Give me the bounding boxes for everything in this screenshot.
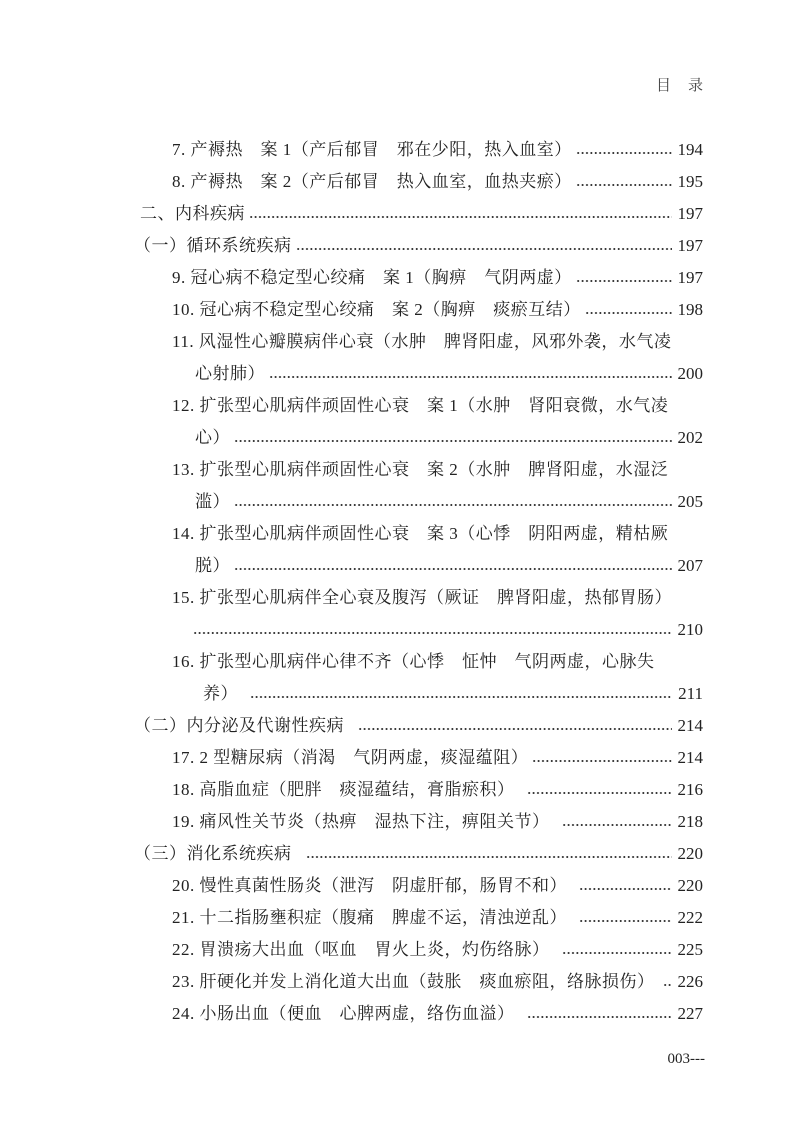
dot-leader [358,724,672,734]
toc-page-number: 227 [677,1004,703,1023]
toc-entry [0,326,800,358]
toc-entry-title: 12. 扩张型心肌病伴顽固性心衰 案 1（水肿 肾阳衰微，水气凌 [172,396,669,415]
toc-page-number: 197 [677,268,703,287]
toc-page-number: 207 [677,556,703,575]
toc-entry-title: 14. 扩张型心肌病伴顽固性心衰 案 3（心悸 阴阳两虚，精枯厥 [172,524,669,543]
dot-leader [585,308,672,318]
dot-leader [269,372,672,382]
toc-page-number: 214 [677,716,703,735]
running-head-title: 目 录 [655,78,704,94]
toc-entry-title: 7. 产褥热 案 1（产后郁冒 邪在少阳，热入血室） [172,140,572,159]
toc-section-heading [0,198,800,230]
dot-leader [576,180,672,190]
toc-category-heading [0,710,800,742]
toc-entry [0,806,800,838]
toc-entry-continuation [0,678,800,710]
dot-leader [234,500,672,510]
toc-entry-continuation [0,486,800,518]
toc-entry-title: 16. 扩张型心肌病伴心律不齐（心悸 怔忡 气阴两虚，心脉失 [172,652,655,671]
toc-entry-title: 15. 扩张型心肌病伴全心衰及腹泻（厥证 脾肾阳虚，热郁胃肠） [172,588,672,607]
toc-entry [0,294,800,326]
toc-entry [0,742,800,774]
toc-entry [0,518,800,550]
toc-page-number: 214 [677,748,703,767]
toc-section-title: 二、内科疾病 [140,204,245,223]
toc-entry-title-continued: 滥） [195,492,230,511]
toc-page-number: 197 [677,236,703,255]
toc-entry-title: 11. 风湿性心瓣膜病伴心衰（水肿 脾肾阳虚，风邪外袭，水气凌 [172,332,672,351]
toc-category-heading [0,838,800,870]
toc-entry [0,998,800,1030]
toc-page-number: 194 [677,140,703,159]
toc-entry [0,582,800,614]
dot-leader [527,1012,672,1022]
dot-leader [296,244,672,254]
toc-entry-title-continued: 心射肺） [195,364,265,383]
toc-entry [0,966,800,998]
dot-leader [576,276,672,286]
dot-leader [579,916,672,926]
toc-entry-continuation [0,550,800,582]
toc-entry [0,934,800,966]
toc-entry-title: 23. 肝硬化并发上消化道大出血（鼓胀 痰血瘀阻，络脉损伤） [172,972,655,991]
toc-entry-title: 8. 产褥热 案 2（产后郁冒 热入血室，血热夹瘀） [172,172,572,191]
toc-entry-title: 19. 痛风性关节炎（热痹 湿热下注，痹阻关节） [172,812,550,831]
toc-page-number: 202 [677,428,703,447]
toc-page-number: 222 [677,908,703,927]
toc-entry [0,870,800,902]
toc-entry-title: 10. 冠心病不稳定型心绞痛 案 2（胸痹 痰瘀互结） [172,300,581,319]
toc-page-number: 197 [677,204,703,223]
dot-leader [579,884,672,894]
dot-leader [306,852,672,862]
toc-entry [0,774,800,806]
toc-entry-title: 9. 冠心病不稳定型心绞痛 案 1（胸痹 气阴两虚） [172,268,572,287]
toc-entry-title-continued: 心） [195,428,230,447]
toc-page-number: 220 [677,876,703,895]
dot-leader [250,692,672,702]
dot-leader [234,564,672,574]
toc-entry-title-continued: 养） [203,684,238,703]
toc-entry-title: 17. 2 型糖尿病（消渴 气阴两虚，痰湿蕴阻） [172,748,529,767]
toc-entry-title: 21. 十二指肠壅积症（腹痛 脾虚不运，清浊逆乱） [172,908,567,927]
toc-page-number: 205 [677,492,703,511]
toc-category-title: （二）内分泌及代谢性疾病 [134,716,344,735]
toc-page-number: 225 [677,940,703,959]
toc-entry-title: 18. 高脂血症（肥胖 痰湿蕴结，膏脂瘀积） [172,780,515,799]
toc-page-number: 200 [677,364,703,383]
toc-entry-title: 13. 扩张型心肌病伴顽固性心衰 案 2（水肿 脾肾阳虚，水湿泛 [172,460,669,479]
toc-entry-continuation [0,614,800,646]
toc-page-number: 210 [677,620,703,639]
toc-category-title: （一）循环系统疾病 [134,236,292,255]
toc-page-number: 220 [677,844,703,863]
toc-page-number: 226 [677,972,703,991]
toc-entry-continuation [0,358,800,390]
dot-leader [576,148,672,158]
toc-entry [0,262,800,294]
toc-page-number: 216 [677,780,703,799]
toc-page-number: 211 [678,684,703,703]
toc-entry [0,166,800,198]
toc-entry [0,134,800,166]
toc-entry-continuation [0,422,800,454]
toc-entry-title: 20. 慢性真菌性肠炎（泄泻 阴虚肝郁，肠胃不和） [172,876,567,895]
toc-page-number: 198 [677,300,703,319]
dot-leader [562,948,672,958]
toc-category-title: （三）消化系统疾病 [134,844,292,863]
dot-leader [532,756,671,766]
toc-page-number: 195 [677,172,703,191]
page-folio: 003--- [667,1051,705,1067]
toc-entry [0,454,800,486]
toc-entry [0,902,800,934]
table-of-contents [0,134,800,1030]
dot-leader [234,436,672,446]
toc-entry [0,390,800,422]
dot-leader [562,820,672,830]
dot-leader [527,788,672,798]
toc-page-number: 218 [677,812,703,831]
dot-leader [663,980,672,990]
dot-leader [249,212,672,222]
toc-entry-title: 22. 胃溃疡大出血（呕血 胃火上炎，灼伤络脉） [172,940,550,959]
toc-entry-title: 24. 小肠出血（便血 心脾两虚，络伤血溢） [172,1004,515,1023]
toc-entry-title-continued: 脱） [195,556,230,575]
dot-leader [193,628,672,638]
toc-entry [0,646,800,678]
toc-category-heading [0,230,800,262]
